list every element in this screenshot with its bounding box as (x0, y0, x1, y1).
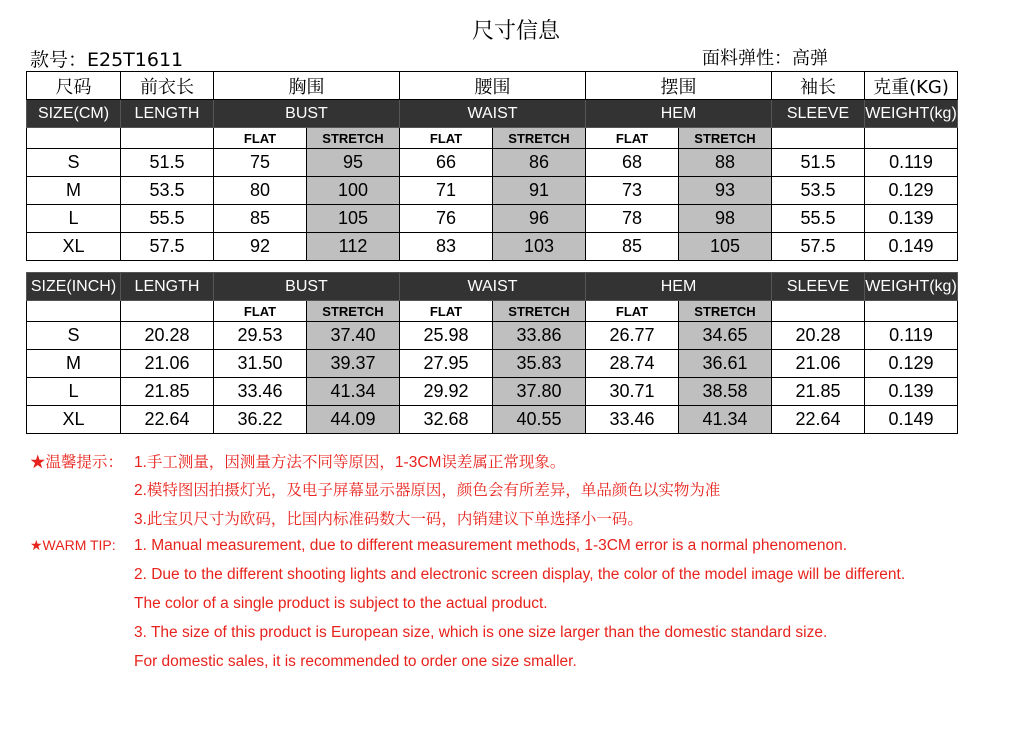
size-cell: L (27, 205, 121, 233)
header-cn-bust: 胸围 (214, 72, 400, 100)
size-cell: 20.28 (772, 322, 865, 350)
header-cn-sleeve: 袖长 (772, 72, 865, 100)
size-cell: 73 (586, 177, 679, 205)
subheader-empty (865, 128, 958, 149)
header-hem: HEM (586, 100, 772, 128)
subheader-flat: FLAT (214, 128, 307, 149)
size-cell: XL (27, 406, 121, 434)
size-cell: 95 (307, 149, 400, 177)
size-row (27, 350, 958, 378)
size-cell: 33.46 (214, 378, 307, 406)
header-cn-length: 前衣长 (121, 72, 214, 100)
chinese-header-row (27, 72, 958, 100)
size-cell: 21.06 (121, 350, 214, 378)
subheader-stretch: STRETCH (307, 128, 400, 149)
subheader-stretch: STRETCH (307, 301, 400, 322)
en-tip-line: For domestic sales, it is recommended to order one size smaller. (134, 653, 577, 670)
size-cell: 34.65 (679, 322, 772, 350)
size-cell: 26.77 (586, 322, 679, 350)
header-bust: BUST (214, 100, 400, 128)
subheader-empty (27, 301, 121, 322)
size-cell: 0.129 (865, 350, 958, 378)
size-cell: 98 (679, 205, 772, 233)
subheader-flat: FLAT (214, 301, 307, 322)
size-cell: 100 (307, 177, 400, 205)
cn-tip-label: ★温馨提示： (30, 454, 124, 471)
size-cell: 55.5 (772, 205, 865, 233)
size-cell: 0.119 (865, 149, 958, 177)
subheader-stretch: STRETCH (493, 128, 586, 149)
size-cell: 68 (586, 149, 679, 177)
size-cell: M (27, 350, 121, 378)
style-number: 款号：E25T1611 (30, 49, 184, 71)
page-title: 尺寸信息 (471, 19, 560, 44)
size-cell: 21.06 (772, 350, 865, 378)
subheader-empty (865, 301, 958, 322)
size-cell: 36.22 (214, 406, 307, 434)
en-tip-line: The color of a single product is subject to the actual product. (134, 595, 548, 612)
size-cell: 30.71 (586, 378, 679, 406)
size-cell: 37.40 (307, 322, 400, 350)
size-cell: 40.55 (493, 406, 586, 434)
size-cell: 0.149 (865, 233, 958, 261)
size-cell: 20.28 (121, 322, 214, 350)
size-row (27, 177, 958, 205)
size-cell: 44.09 (307, 406, 400, 434)
size-cell: 0.149 (865, 406, 958, 434)
size-cell: 31.50 (214, 350, 307, 378)
size-cell: 105 (679, 233, 772, 261)
size-row (27, 233, 958, 261)
size-cell: M (27, 177, 121, 205)
size-cell: 51.5 (772, 149, 865, 177)
size-cell: 22.64 (121, 406, 214, 434)
size-cell: 0.119 (865, 322, 958, 350)
size-cell: 112 (307, 233, 400, 261)
size-cell: 36.61 (679, 350, 772, 378)
size-cell: 21.85 (772, 378, 865, 406)
size-cell: 88 (679, 149, 772, 177)
subheader-flat: FLAT (400, 301, 493, 322)
size-row (27, 149, 958, 177)
size-cell: 29.53 (214, 322, 307, 350)
size-cell: 32.68 (400, 406, 493, 434)
size-cell: 78 (586, 205, 679, 233)
size-cell: 85 (586, 233, 679, 261)
size-cell: 86 (493, 149, 586, 177)
fabric-elasticity: 面料弹性：高弹 (702, 48, 828, 69)
size-table-inch (26, 272, 958, 434)
header-cn-weight: 克重(KG) (865, 72, 958, 100)
size-cell: 85 (214, 205, 307, 233)
size-cell: 22.64 (772, 406, 865, 434)
header-cn-size: 尺码 (27, 72, 121, 100)
size-cell: 76 (400, 205, 493, 233)
subheader-empty (27, 128, 121, 149)
size-cell: 57.5 (772, 233, 865, 261)
size-cell: 0.139 (865, 205, 958, 233)
header-weight: WEIGHT(kg) (865, 100, 958, 128)
size-row (27, 378, 958, 406)
size-cell: 91 (493, 177, 586, 205)
en-tip-label: ★WARM TIP: (30, 537, 116, 553)
size-cell: 51.5 (121, 149, 214, 177)
size-cell: 35.83 (493, 350, 586, 378)
header-hem: HEM (586, 273, 772, 301)
header-size: SIZE(CM) (27, 100, 121, 128)
size-cell: 41.34 (307, 378, 400, 406)
en-tip-line: 1. Manual measurement, due to different measurement methods, 1-3CM error is a normal phenomenon. (134, 537, 848, 554)
subheader-flat: FLAT (586, 301, 679, 322)
size-cell: 28.74 (586, 350, 679, 378)
size-cell: 71 (400, 177, 493, 205)
subheader-stretch: STRETCH (493, 301, 586, 322)
header-sleeve: SLEEVE (772, 100, 865, 128)
size-cell: 39.37 (307, 350, 400, 378)
subheader-empty (772, 128, 865, 149)
header-length: LENGTH (121, 100, 214, 128)
size-cell: 21.85 (121, 378, 214, 406)
size-cell: 29.92 (400, 378, 493, 406)
size-cell: 93 (679, 177, 772, 205)
size-cell: 92 (214, 233, 307, 261)
en-tip-line: 3. The size of this product is European size, which is one size larger than the domestic standard size. (134, 624, 828, 641)
header-cn-hem: 摆围 (586, 72, 772, 100)
size-cell: 105 (307, 205, 400, 233)
size-cell: 27.95 (400, 350, 493, 378)
size-cell: 66 (400, 149, 493, 177)
subheader-empty (121, 128, 214, 149)
size-cell: 96 (493, 205, 586, 233)
subheader-stretch: STRETCH (679, 301, 772, 322)
size-cell: L (27, 378, 121, 406)
inch-rows (27, 322, 958, 434)
size-cell: S (27, 149, 121, 177)
size-table-cm (26, 71, 958, 261)
size-row (27, 322, 958, 350)
size-cell: 0.129 (865, 177, 958, 205)
header-size: SIZE(INCH) (27, 273, 121, 301)
header-cn-waist: 腰围 (400, 72, 586, 100)
subheader-row (27, 301, 958, 322)
size-cell: 55.5 (121, 205, 214, 233)
subheader-row (27, 128, 958, 149)
size-cell: 80 (214, 177, 307, 205)
cm-rows (27, 149, 958, 261)
size-cell: 38.58 (679, 378, 772, 406)
size-cell: XL (27, 233, 121, 261)
size-cell: 53.5 (772, 177, 865, 205)
size-cell: 53.5 (121, 177, 214, 205)
subheader-empty (772, 301, 865, 322)
size-cell: 25.98 (400, 322, 493, 350)
cn-tip-line: 1.手工测量，因测量方法不同等原因，1-3CM误差属正常现象。 (134, 454, 566, 471)
size-row (27, 205, 958, 233)
size-cell: 33.86 (493, 322, 586, 350)
size-cell: S (27, 322, 121, 350)
size-cell: 33.46 (586, 406, 679, 434)
size-row (27, 406, 958, 434)
english-header-row (27, 100, 958, 128)
header-sleeve: SLEEVE (772, 273, 865, 301)
header-weight: WEIGHT(kg) (865, 273, 958, 301)
subheader-flat: FLAT (586, 128, 679, 149)
cn-tip-line: 3.此宝贝尺寸为欧码，比国内标准码数大一码，内销建议下单选择小一码。 (134, 511, 643, 528)
header-waist: WAIST (400, 273, 586, 301)
size-cell: 37.80 (493, 378, 586, 406)
en-tip-line: 2. Due to the different shooting lights and electronic screen display, the color of the model image will be different. (134, 566, 906, 583)
subheader-stretch: STRETCH (679, 128, 772, 149)
size-cell: 0.139 (865, 378, 958, 406)
subheader-flat: FLAT (400, 128, 493, 149)
header-waist: WAIST (400, 100, 586, 128)
header-bust: BUST (214, 273, 400, 301)
english-header-row (27, 273, 958, 301)
size-cell: 103 (493, 233, 586, 261)
size-cell: 41.34 (679, 406, 772, 434)
cn-tip-line: 2.模特图因拍摄灯光，及电子屏幕显示器原因，颜色会有所差异，单品颜色以实物为准 (134, 482, 721, 499)
size-cell: 75 (214, 149, 307, 177)
size-cell: 83 (400, 233, 493, 261)
size-cell: 57.5 (121, 233, 214, 261)
header-length: LENGTH (121, 273, 214, 301)
subheader-empty (121, 301, 214, 322)
